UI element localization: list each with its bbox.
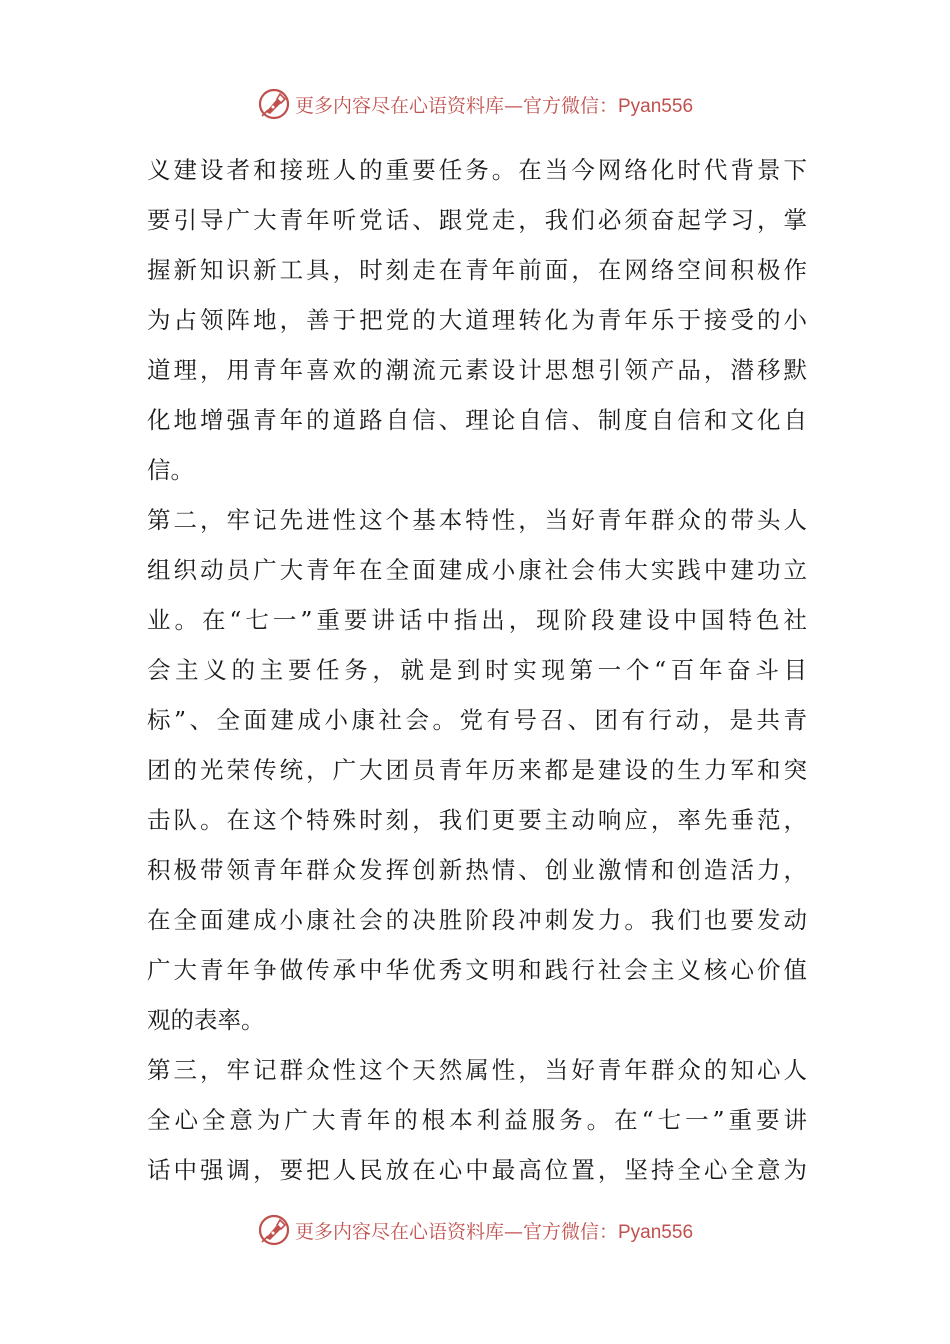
text-line: 握新知识新工具，时刻走在青年前面，在网络空间积极作	[147, 256, 807, 284]
footer-watermark	[0, 1210, 950, 1250]
text-line: 全心全意为广大青年的根本利益服务。在“七一”重要讲	[147, 1106, 807, 1134]
text-line: 要引导广大青年听党话、跟党走，我们必须奋起学习，掌	[147, 206, 807, 234]
watermark-text: 更多内容尽在心语资料库—官方微信：Pyan556	[294, 94, 694, 117]
text-line: 团的光荣传统，广大团员青年历来都是建设的生力军和突	[147, 756, 807, 784]
watermark-text: 更多内容尽在心语资料库—官方微信：Pyan556	[294, 1220, 694, 1243]
text-line: 信。	[147, 456, 194, 484]
text-line: 化地增强青年的道路自信、理论自信、制度自信和文化自	[147, 406, 807, 434]
text-line: 积极带领青年群众发挥创新热情、创业激情和创造活力，	[147, 856, 807, 884]
text-line: 广大青年争做传承中华优秀文明和践行社会主义核心价值	[147, 956, 807, 984]
text-line: 在全面建成小康社会的决胜阶段冲刺发力。我们也要发动	[147, 906, 807, 934]
text-line: 义建设者和接班人的重要任务。在当今网络化时代背景下	[147, 156, 807, 184]
text-line: 会主义的主要任务，就是到时实现第一个“百年奋斗目	[147, 656, 807, 684]
pen-nib-logo-icon	[257, 87, 291, 121]
document-body	[147, 150, 807, 1200]
text-line: 标”、全面建成小康社会。党有号召、团有行动，是共青	[147, 706, 807, 734]
text-line: 道理，用青年喜欢的潮流元素设计思想引领产品，潜移默	[147, 356, 807, 384]
text-line: 第三，牢记群众性这个天然属性，当好青年群众的知心人	[147, 1056, 807, 1084]
text-line: 为占领阵地，善于把党的大道理转化为青年乐于接受的小	[147, 306, 807, 334]
text-line: 组织动员广大青年在全面建成小康社会伟大实践中建功立	[147, 556, 807, 584]
text-line: 观的表率。	[147, 1006, 265, 1034]
text-line: 第二，牢记先进性这个基本特性，当好青年群众的带头人	[147, 506, 807, 534]
text-line: 话中强调，要把人民放在心中最高位置，坚持全心全意为	[147, 1156, 807, 1184]
pen-nib-logo-icon	[257, 1213, 291, 1247]
header-watermark	[0, 84, 950, 124]
text-line: 击队。在这个特殊时刻，我们更要主动响应，率先垂范，	[147, 806, 807, 834]
text-line: 业。在“七一”重要讲话中指出，现阶段建设中国特色社	[147, 606, 807, 634]
